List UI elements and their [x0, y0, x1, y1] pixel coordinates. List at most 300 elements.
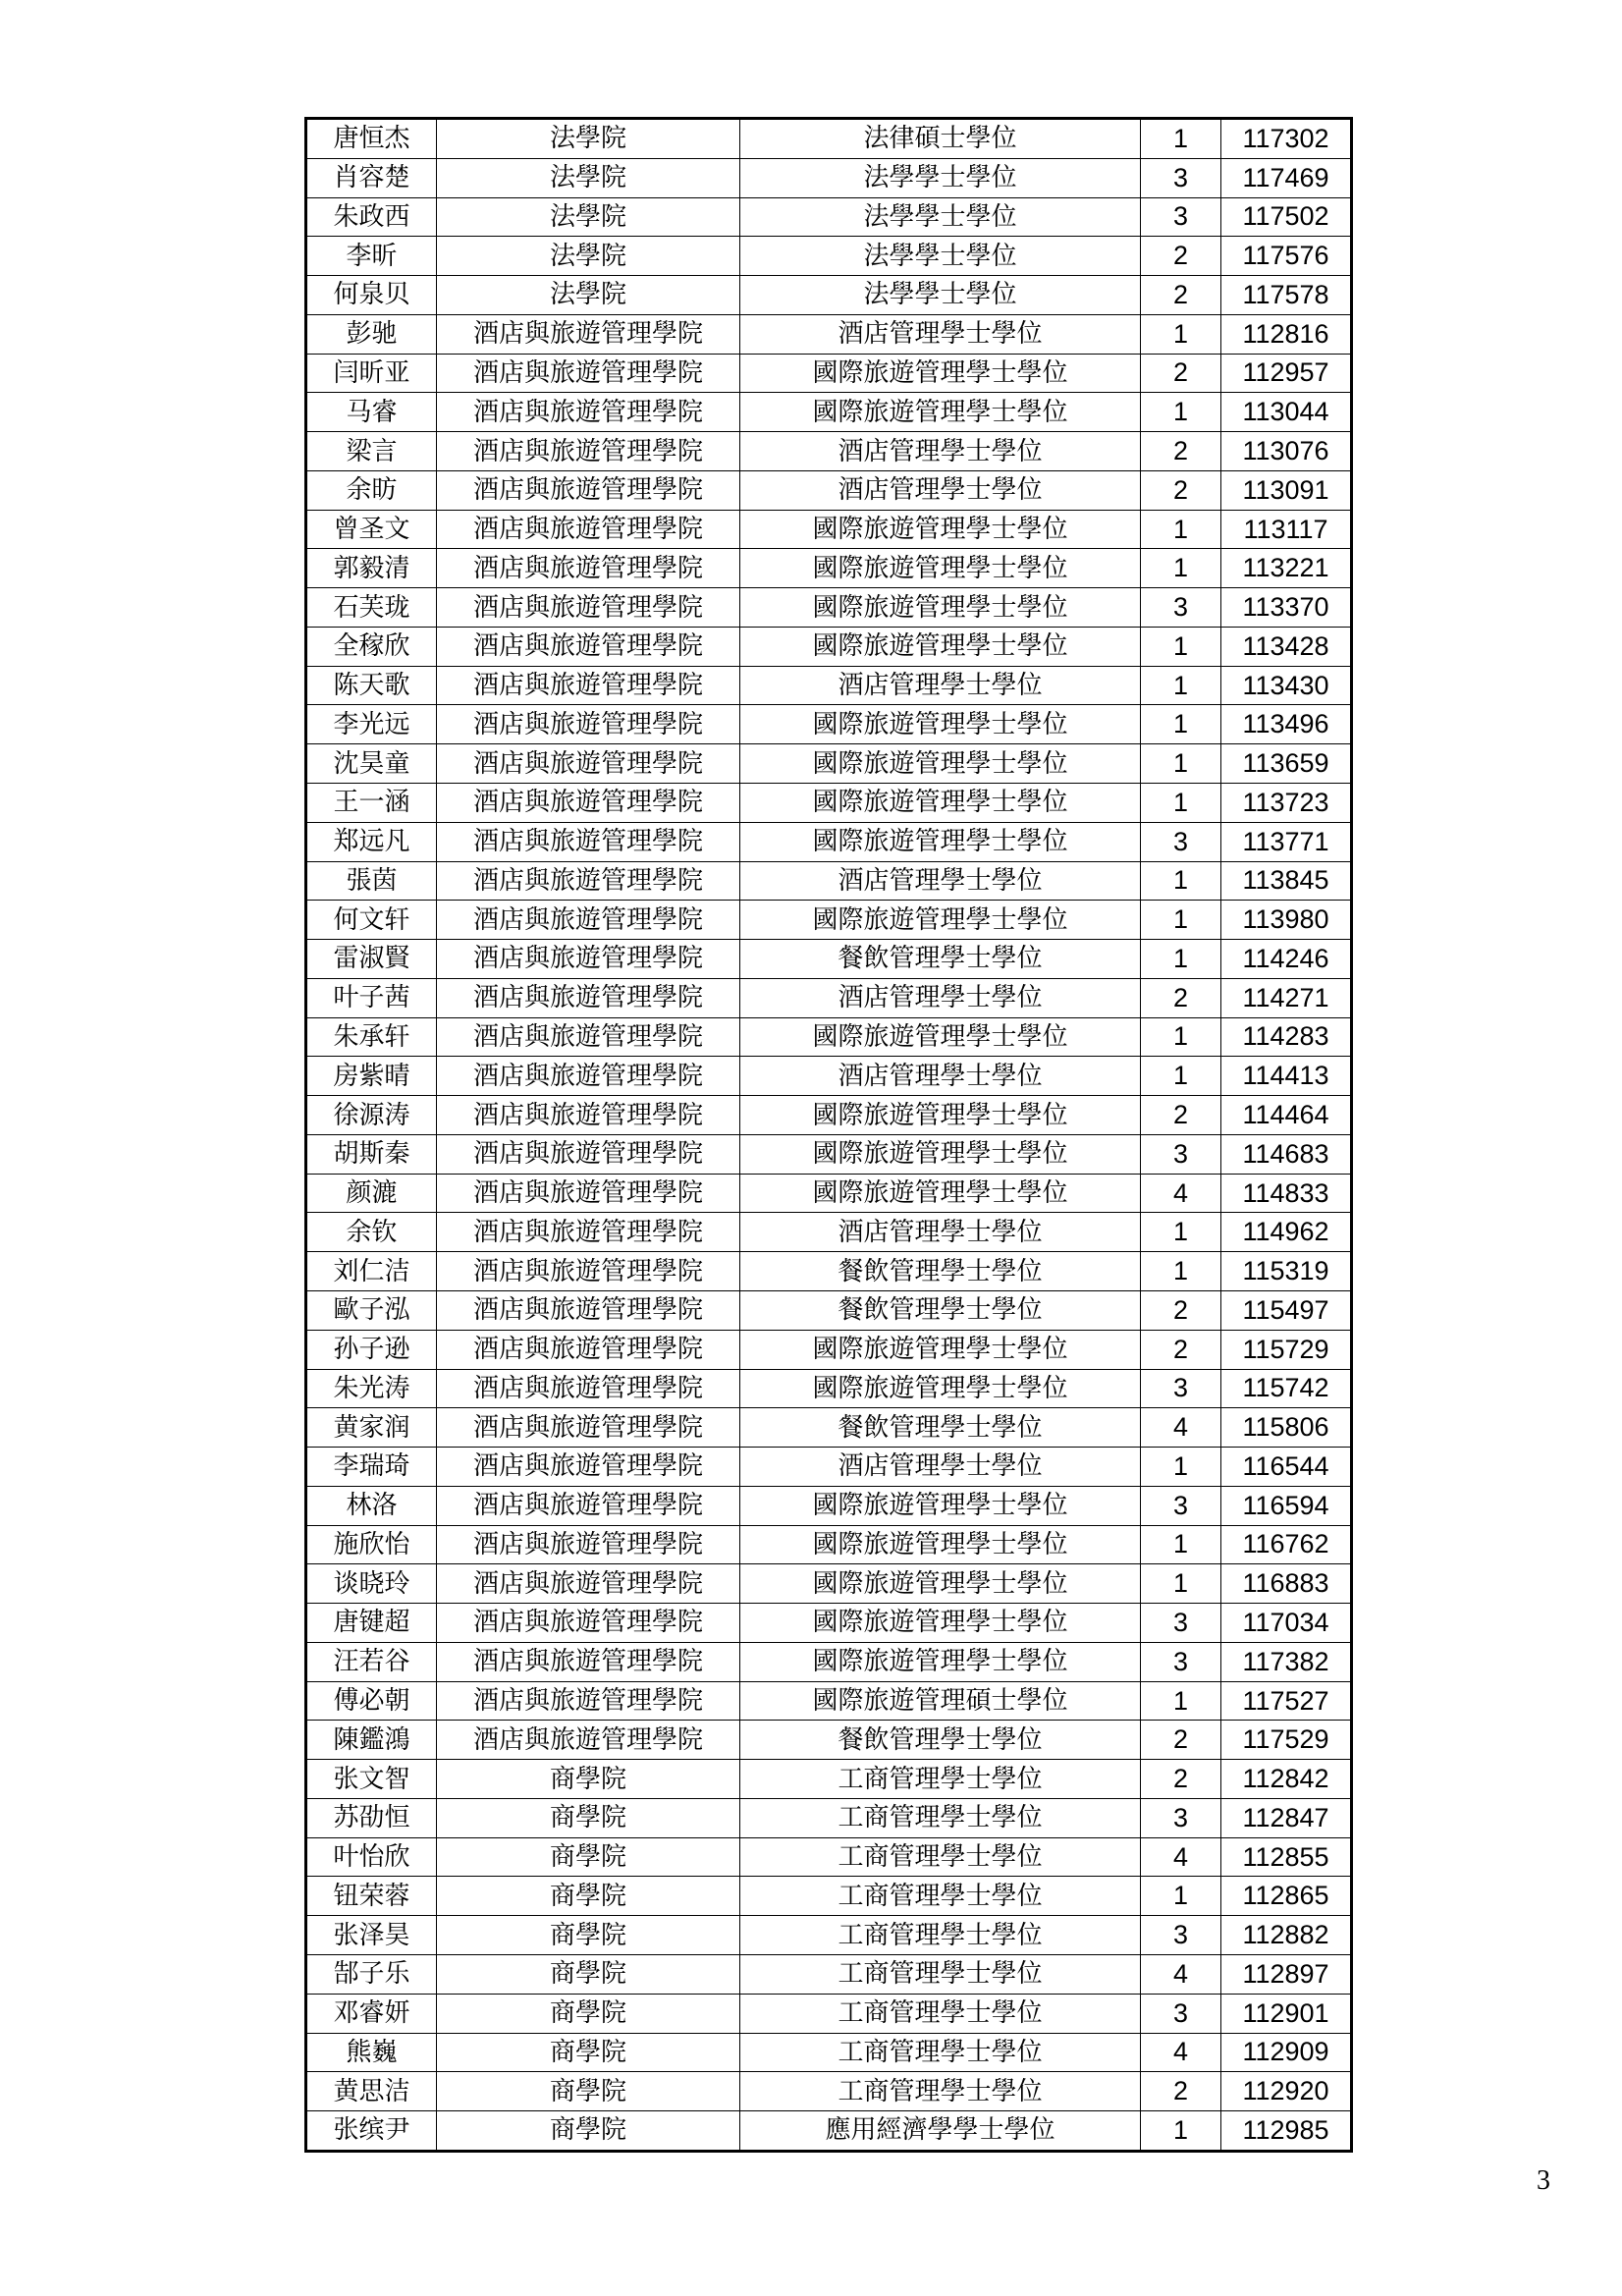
- table-row: [306, 549, 1352, 588]
- table-row: [306, 1330, 1352, 1369]
- degree-cell: 工商管理學士學位: [740, 1798, 1141, 1837]
- student-id-cell: 113044: [1221, 393, 1352, 432]
- student-id-cell: 117302: [1221, 119, 1352, 159]
- year-cell: 1: [1141, 940, 1221, 979]
- faculty-cell: 法學院: [437, 237, 740, 276]
- faculty-cell: 酒店與旅遊管理學院: [437, 1017, 740, 1057]
- degree-cell: 工商管理學士學位: [740, 2033, 1141, 2072]
- faculty-cell: 酒店與旅遊管理學院: [437, 861, 740, 901]
- degree-cell: 酒店管理學士學位: [740, 861, 1141, 901]
- faculty-cell: 商學院: [437, 1798, 740, 1837]
- year-cell: 3: [1141, 1994, 1221, 2033]
- student-id-cell: 112985: [1221, 2111, 1352, 2152]
- table-row: [306, 1134, 1352, 1174]
- table-row: [306, 1994, 1352, 2033]
- table-row: [306, 1448, 1352, 1487]
- degree-cell: 法律碩士學位: [740, 119, 1141, 159]
- table-row: [306, 1604, 1352, 1643]
- year-cell: 1: [1141, 1213, 1221, 1252]
- degree-cell: 應用經濟學學士學位: [740, 2111, 1141, 2152]
- degree-cell: 酒店管理學士學位: [740, 1213, 1141, 1252]
- year-cell: 4: [1141, 1174, 1221, 1213]
- table-row: [306, 822, 1352, 861]
- table-row: [306, 2111, 1352, 2152]
- faculty-cell: 酒店與旅遊管理學院: [437, 1525, 740, 1564]
- student-name-cell: 邓睿妍: [306, 1994, 437, 2033]
- student-name-cell: 全稼欣: [306, 627, 437, 666]
- degree-cell: 工商管理學士學位: [740, 1994, 1141, 2033]
- student-id-cell: 113845: [1221, 861, 1352, 901]
- degree-cell: 國際旅遊管理學士學位: [740, 744, 1141, 784]
- table-row: [306, 2072, 1352, 2111]
- table-row: [306, 314, 1352, 354]
- student-id-cell: 113370: [1221, 588, 1352, 628]
- faculty-cell: 酒店與旅遊管理學院: [437, 510, 740, 549]
- degree-cell: 國際旅遊管理學士學位: [740, 822, 1141, 861]
- student-name-cell: 闫昕亚: [306, 354, 437, 393]
- year-cell: 3: [1141, 1642, 1221, 1681]
- year-cell: 1: [1141, 861, 1221, 901]
- faculty-cell: 酒店與旅遊管理學院: [437, 744, 740, 784]
- student-name-cell: 孙子逊: [306, 1330, 437, 1369]
- degree-cell: 國際旅遊管理學士學位: [740, 1564, 1141, 1604]
- table-row: [306, 1174, 1352, 1213]
- student-name-cell: 唐键超: [306, 1604, 437, 1643]
- faculty-cell: 酒店與旅遊管理學院: [437, 705, 740, 744]
- year-cell: 2: [1141, 237, 1221, 276]
- year-cell: 1: [1141, 666, 1221, 705]
- degree-cell: 國際旅遊管理學士學位: [740, 588, 1141, 628]
- degree-cell: 國際旅遊管理學士學位: [740, 1134, 1141, 1174]
- faculty-cell: 酒店與旅遊管理學院: [437, 354, 740, 393]
- student-id-cell: 113771: [1221, 822, 1352, 861]
- student-id-cell: 115729: [1221, 1330, 1352, 1369]
- year-cell: 2: [1141, 1096, 1221, 1135]
- student-id-cell: 117527: [1221, 1681, 1352, 1721]
- student-id-cell: 113980: [1221, 901, 1352, 940]
- student-name-cell: 朱政西: [306, 197, 437, 237]
- student-name-cell: 梁言: [306, 432, 437, 471]
- table-row: [306, 354, 1352, 393]
- table-row: [306, 470, 1352, 510]
- degree-cell: 工商管理學士學位: [740, 1954, 1141, 1994]
- student-id-cell: 112847: [1221, 1798, 1352, 1837]
- student-name-cell: 郑远凡: [306, 822, 437, 861]
- table-row: [306, 901, 1352, 940]
- table-row: [306, 1798, 1352, 1837]
- student-name-cell: 叶怡欣: [306, 1837, 437, 1877]
- student-id-cell: 113221: [1221, 549, 1352, 588]
- faculty-cell: 商學院: [437, 1760, 740, 1799]
- table-row: [306, 237, 1352, 276]
- student-id-cell: 116883: [1221, 1564, 1352, 1604]
- table-row: [306, 1721, 1352, 1760]
- student-name-cell: 李昕: [306, 237, 437, 276]
- year-cell: 1: [1141, 744, 1221, 784]
- student-name-cell: 石芙珑: [306, 588, 437, 628]
- student-name-cell: 黄思洁: [306, 2072, 437, 2111]
- student-name-cell: 曾圣文: [306, 510, 437, 549]
- student-id-cell: 113428: [1221, 627, 1352, 666]
- student-name-cell: 黄家润: [306, 1408, 437, 1448]
- table-body: [306, 119, 1352, 2152]
- year-cell: 3: [1141, 197, 1221, 237]
- year-cell: 2: [1141, 470, 1221, 510]
- faculty-cell: 商學院: [437, 1954, 740, 1994]
- student-name-cell: 余昉: [306, 470, 437, 510]
- year-cell: 1: [1141, 1681, 1221, 1721]
- student-id-cell: 114413: [1221, 1057, 1352, 1096]
- faculty-cell: 酒店與旅遊管理學院: [437, 1096, 740, 1135]
- degree-cell: 法學學士學位: [740, 158, 1141, 197]
- year-cell: 1: [1141, 1017, 1221, 1057]
- student-name-cell: 唐恒杰: [306, 119, 437, 159]
- year-cell: 2: [1141, 432, 1221, 471]
- student-id-cell: 113723: [1221, 784, 1352, 823]
- page-number: 3: [1537, 2165, 1550, 2196]
- student-name-cell: 朱光涛: [306, 1369, 437, 1408]
- student-id-cell: 112865: [1221, 1877, 1352, 1916]
- student-id-cell: 115742: [1221, 1369, 1352, 1408]
- table-row: [306, 744, 1352, 784]
- student-name-cell: 施欣怡: [306, 1525, 437, 1564]
- faculty-cell: 酒店與旅遊管理學院: [437, 432, 740, 471]
- degree-cell: 國際旅遊管理學士學位: [740, 1604, 1141, 1643]
- degree-cell: 酒店管理學士學位: [740, 666, 1141, 705]
- table-row: [306, 197, 1352, 237]
- table-row: [306, 432, 1352, 471]
- degree-cell: 法學學士學位: [740, 197, 1141, 237]
- degree-cell: 餐飲管理學士學位: [740, 940, 1141, 979]
- degree-cell: 國際旅遊管理學士學位: [740, 1486, 1141, 1525]
- student-id-cell: 117576: [1221, 237, 1352, 276]
- student-name-cell: 張茵: [306, 861, 437, 901]
- table-row: [306, 276, 1352, 315]
- faculty-cell: 商學院: [437, 2111, 740, 2152]
- table-row: [306, 1369, 1352, 1408]
- student-id-cell: 113076: [1221, 432, 1352, 471]
- faculty-cell: 商學院: [437, 1994, 740, 2033]
- degree-cell: 國際旅遊管理學士學位: [740, 1369, 1141, 1408]
- student-id-cell: 116762: [1221, 1525, 1352, 1564]
- faculty-cell: 酒店與旅遊管理學院: [437, 1213, 740, 1252]
- year-cell: 2: [1141, 978, 1221, 1017]
- degree-cell: 國際旅遊管理學士學位: [740, 393, 1141, 432]
- faculty-cell: 酒店與旅遊管理學院: [437, 666, 740, 705]
- student-name-cell: 刘仁洁: [306, 1252, 437, 1291]
- year-cell: 1: [1141, 901, 1221, 940]
- student-id-cell: 112901: [1221, 1994, 1352, 2033]
- table-row: [306, 1525, 1352, 1564]
- degree-cell: 國際旅遊管理學士學位: [740, 627, 1141, 666]
- student-name-cell: 汪若谷: [306, 1642, 437, 1681]
- student-name-cell: 谈晓玲: [306, 1564, 437, 1604]
- year-cell: 1: [1141, 549, 1221, 588]
- year-cell: 2: [1141, 1760, 1221, 1799]
- table-row: [306, 1564, 1352, 1604]
- year-cell: 3: [1141, 1916, 1221, 1955]
- student-id-cell: 114271: [1221, 978, 1352, 1017]
- degree-cell: 酒店管理學士學位: [740, 314, 1141, 354]
- degree-cell: 國際旅遊管理學士學位: [740, 1525, 1141, 1564]
- faculty-cell: 酒店與旅遊管理學院: [437, 940, 740, 979]
- faculty-cell: 法學院: [437, 197, 740, 237]
- year-cell: 2: [1141, 1721, 1221, 1760]
- faculty-cell: 酒店與旅遊管理學院: [437, 1408, 740, 1448]
- student-id-cell: 113496: [1221, 705, 1352, 744]
- degree-cell: 工商管理學士學位: [740, 2072, 1141, 2111]
- student-name-cell: 房紫晴: [306, 1057, 437, 1096]
- student-name-cell: 陳鑑鴻: [306, 1721, 437, 1760]
- degree-cell: 國際旅遊管理學士學位: [740, 784, 1141, 823]
- degree-cell: 法學學士學位: [740, 276, 1141, 315]
- student-id-cell: 117529: [1221, 1721, 1352, 1760]
- year-cell: 1: [1141, 119, 1221, 159]
- student-name-cell: 余钦: [306, 1213, 437, 1252]
- student-id-cell: 115806: [1221, 1408, 1352, 1448]
- student-name-cell: 傅必朝: [306, 1681, 437, 1721]
- student-id-cell: 114246: [1221, 940, 1352, 979]
- degree-cell: 酒店管理學士學位: [740, 432, 1141, 471]
- student-name-cell: 彭驰: [306, 314, 437, 354]
- student-name-cell: 张泽昊: [306, 1916, 437, 1955]
- year-cell: 4: [1141, 2033, 1221, 2072]
- student-name-cell: 歐子泓: [306, 1290, 437, 1330]
- student-list-table: [304, 117, 1353, 2153]
- student-name-cell: 熊巍: [306, 2033, 437, 2072]
- degree-cell: 國際旅遊管理學士學位: [740, 549, 1141, 588]
- year-cell: 1: [1141, 1564, 1221, 1604]
- student-name-cell: 何文轩: [306, 901, 437, 940]
- student-id-cell: 112816: [1221, 314, 1352, 354]
- student-id-cell: 117502: [1221, 197, 1352, 237]
- year-cell: 1: [1141, 1448, 1221, 1487]
- student-name-cell: 苏劭恒: [306, 1798, 437, 1837]
- student-id-cell: 116594: [1221, 1486, 1352, 1525]
- faculty-cell: 酒店與旅遊管理學院: [437, 901, 740, 940]
- year-cell: 3: [1141, 822, 1221, 861]
- year-cell: 3: [1141, 1604, 1221, 1643]
- degree-cell: 國際旅遊管理學士學位: [740, 1096, 1141, 1135]
- student-name-cell: 张缤尹: [306, 2111, 437, 2152]
- year-cell: 4: [1141, 1408, 1221, 1448]
- student-name-cell: 郜子乐: [306, 1954, 437, 1994]
- student-name-cell: 胡斯秦: [306, 1134, 437, 1174]
- degree-cell: 酒店管理學士學位: [740, 470, 1141, 510]
- faculty-cell: 法學院: [437, 158, 740, 197]
- faculty-cell: 法學院: [437, 276, 740, 315]
- degree-cell: 國際旅遊管理學士學位: [740, 1330, 1141, 1369]
- year-cell: 2: [1141, 1330, 1221, 1369]
- student-name-cell: 徐源涛: [306, 1096, 437, 1135]
- table-row: [306, 1760, 1352, 1799]
- degree-cell: 餐飲管理學士學位: [740, 1408, 1141, 1448]
- table-row: [306, 978, 1352, 1017]
- student-id-cell: 117382: [1221, 1642, 1352, 1681]
- degree-cell: 工商管理學士學位: [740, 1760, 1141, 1799]
- year-cell: 1: [1141, 393, 1221, 432]
- student-name-cell: 叶子茜: [306, 978, 437, 1017]
- year-cell: 1: [1141, 1057, 1221, 1096]
- table-row: [306, 1837, 1352, 1877]
- student-id-cell: 112957: [1221, 354, 1352, 393]
- table-row: [306, 1057, 1352, 1096]
- faculty-cell: 商學院: [437, 2033, 740, 2072]
- faculty-cell: 酒店與旅遊管理學院: [437, 1252, 740, 1291]
- table-row: [306, 1681, 1352, 1721]
- table-row: [306, 861, 1352, 901]
- student-id-cell: 116544: [1221, 1448, 1352, 1487]
- degree-cell: 餐飲管理學士學位: [740, 1252, 1141, 1291]
- year-cell: 1: [1141, 2111, 1221, 2152]
- faculty-cell: 酒店與旅遊管理學院: [437, 470, 740, 510]
- year-cell: 4: [1141, 1954, 1221, 1994]
- degree-cell: 工商管理學士學位: [740, 1916, 1141, 1955]
- faculty-cell: 酒店與旅遊管理學院: [437, 1604, 740, 1643]
- student-name-cell: 王一涵: [306, 784, 437, 823]
- degree-cell: 國際旅遊管理學士學位: [740, 1017, 1141, 1057]
- year-cell: 2: [1141, 354, 1221, 393]
- degree-cell: 國際旅遊管理學士學位: [740, 705, 1141, 744]
- faculty-cell: 酒店與旅遊管理學院: [437, 784, 740, 823]
- table-row: [306, 940, 1352, 979]
- faculty-cell: 酒店與旅遊管理學院: [437, 1721, 740, 1760]
- year-cell: 2: [1141, 1290, 1221, 1330]
- table-row: [306, 2033, 1352, 2072]
- table-row: [306, 1290, 1352, 1330]
- table-row: [306, 666, 1352, 705]
- year-cell: 3: [1141, 1369, 1221, 1408]
- faculty-cell: 商學院: [437, 1916, 740, 1955]
- year-cell: 4: [1141, 1837, 1221, 1877]
- faculty-cell: 酒店與旅遊管理學院: [437, 978, 740, 1017]
- student-name-cell: 李光远: [306, 705, 437, 744]
- table-row: [306, 1916, 1352, 1955]
- year-cell: 1: [1141, 510, 1221, 549]
- faculty-cell: 酒店與旅遊管理學院: [437, 1642, 740, 1681]
- degree-cell: 國際旅遊管理學士學位: [740, 510, 1141, 549]
- year-cell: 1: [1141, 784, 1221, 823]
- student-name-cell: 朱承轩: [306, 1017, 437, 1057]
- faculty-cell: 酒店與旅遊管理學院: [437, 1134, 740, 1174]
- table-row: [306, 393, 1352, 432]
- student-id-cell: 113659: [1221, 744, 1352, 784]
- table-row: [306, 1642, 1352, 1681]
- degree-cell: 酒店管理學士學位: [740, 1448, 1141, 1487]
- faculty-cell: 酒店與旅遊管理學院: [437, 1330, 740, 1369]
- faculty-cell: 酒店與旅遊管理學院: [437, 627, 740, 666]
- table-row: [306, 158, 1352, 197]
- year-cell: 2: [1141, 276, 1221, 315]
- faculty-cell: 酒店與旅遊管理學院: [437, 1290, 740, 1330]
- year-cell: 3: [1141, 1798, 1221, 1837]
- degree-cell: 國際旅遊管理學士學位: [740, 1174, 1141, 1213]
- degree-cell: 工商管理學士學位: [740, 1837, 1141, 1877]
- table-row: [306, 1017, 1352, 1057]
- degree-cell: 工商管理學士學位: [740, 1877, 1141, 1916]
- faculty-cell: 酒店與旅遊管理學院: [437, 1174, 740, 1213]
- table-row: [306, 1877, 1352, 1916]
- degree-cell: 國際旅遊管理學士學位: [740, 901, 1141, 940]
- faculty-cell: 商學院: [437, 1837, 740, 1877]
- table-row: [306, 784, 1352, 823]
- year-cell: 2: [1141, 2072, 1221, 2111]
- student-name-cell: 雷淑賢: [306, 940, 437, 979]
- year-cell: 3: [1141, 1486, 1221, 1525]
- student-name-cell: 马睿: [306, 393, 437, 432]
- faculty-cell: 酒店與旅遊管理學院: [437, 314, 740, 354]
- table-row: [306, 705, 1352, 744]
- student-name-cell: 颜漉: [306, 1174, 437, 1213]
- student-id-cell: 114833: [1221, 1174, 1352, 1213]
- student-id-cell: 113091: [1221, 470, 1352, 510]
- year-cell: 1: [1141, 627, 1221, 666]
- student-id-cell: 117469: [1221, 158, 1352, 197]
- table-row: [306, 1096, 1352, 1135]
- degree-cell: 餐飲管理學士學位: [740, 1721, 1141, 1760]
- student-id-cell: 112842: [1221, 1760, 1352, 1799]
- student-name-cell: 张文智: [306, 1760, 437, 1799]
- faculty-cell: 酒店與旅遊管理學院: [437, 588, 740, 628]
- student-name-cell: 林洛: [306, 1486, 437, 1525]
- student-id-cell: 112855: [1221, 1837, 1352, 1877]
- student-name-cell: 李瑞琦: [306, 1448, 437, 1487]
- student-id-cell: 112882: [1221, 1916, 1352, 1955]
- degree-cell: 國際旅遊管理學士學位: [740, 1642, 1141, 1681]
- table-row: [306, 1486, 1352, 1525]
- table-row: [306, 1252, 1352, 1291]
- student-id-cell: 112920: [1221, 2072, 1352, 2111]
- faculty-cell: 酒店與旅遊管理學院: [437, 1486, 740, 1525]
- student-name-cell: 何泉贝: [306, 276, 437, 315]
- faculty-cell: 酒店與旅遊管理學院: [437, 549, 740, 588]
- faculty-cell: 酒店與旅遊管理學院: [437, 393, 740, 432]
- student-id-cell: 114683: [1221, 1134, 1352, 1174]
- student-name-cell: 肖容楚: [306, 158, 437, 197]
- degree-cell: 酒店管理學士學位: [740, 1057, 1141, 1096]
- student-id-cell: 117034: [1221, 1604, 1352, 1643]
- student-id-cell: 115497: [1221, 1290, 1352, 1330]
- degree-cell: 國際旅遊管理學士學位: [740, 354, 1141, 393]
- year-cell: 1: [1141, 1252, 1221, 1291]
- faculty-cell: 酒店與旅遊管理學院: [437, 1369, 740, 1408]
- table-row: [306, 1213, 1352, 1252]
- degree-cell: 法學學士學位: [740, 237, 1141, 276]
- student-name-cell: 钮荣蓉: [306, 1877, 437, 1916]
- year-cell: 3: [1141, 158, 1221, 197]
- student-id-cell: 113430: [1221, 666, 1352, 705]
- faculty-cell: 酒店與旅遊管理學院: [437, 822, 740, 861]
- year-cell: 1: [1141, 1525, 1221, 1564]
- student-id-cell: 112909: [1221, 2033, 1352, 2072]
- table-row: [306, 119, 1352, 159]
- table-row: [306, 588, 1352, 628]
- student-id-cell: 113117: [1221, 510, 1352, 549]
- faculty-cell: 商學院: [437, 1877, 740, 1916]
- table-row: [306, 510, 1352, 549]
- year-cell: 1: [1141, 1877, 1221, 1916]
- student-id-cell: 117578: [1221, 276, 1352, 315]
- student-name-cell: 沈昊童: [306, 744, 437, 784]
- student-id-cell: 115319: [1221, 1252, 1352, 1291]
- year-cell: 1: [1141, 705, 1221, 744]
- table-row: [306, 1954, 1352, 1994]
- year-cell: 1: [1141, 314, 1221, 354]
- student-id-cell: 114464: [1221, 1096, 1352, 1135]
- student-name-cell: 陈天歌: [306, 666, 437, 705]
- student-id-cell: 114962: [1221, 1213, 1352, 1252]
- student-id-cell: 112897: [1221, 1954, 1352, 1994]
